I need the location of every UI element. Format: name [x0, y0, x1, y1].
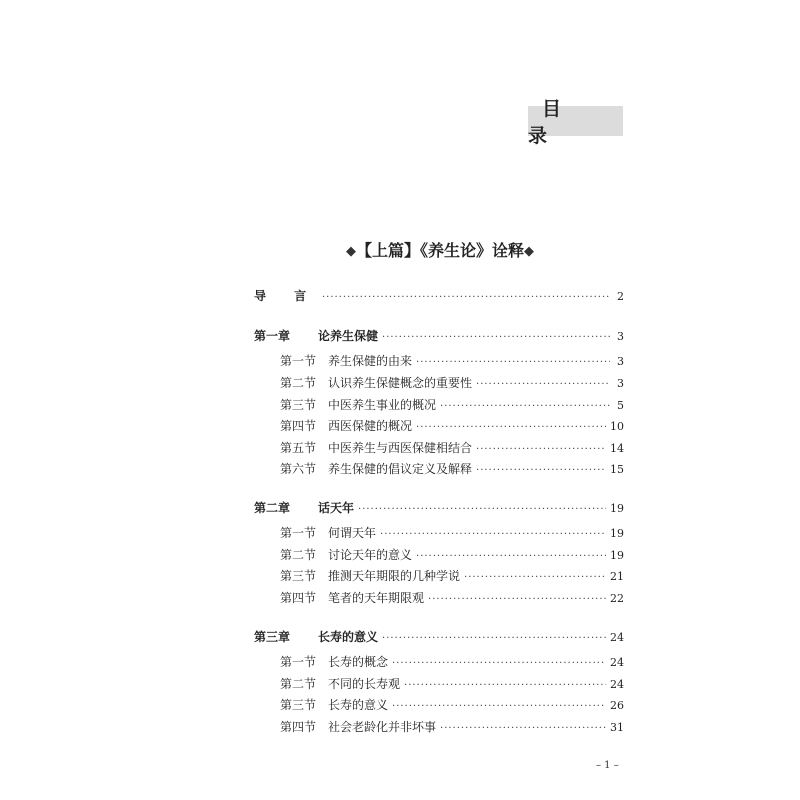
toc-entry-section[interactable]	[280, 417, 624, 434]
toc-entry-section[interactable]	[280, 524, 624, 541]
section-title: 笔者的天年期限观	[328, 591, 425, 605]
leader-dots	[440, 723, 606, 734]
footer-page-number: – 1 –	[596, 760, 619, 771]
leader-dots	[464, 572, 606, 583]
diamond-icon: ◆	[345, 244, 356, 259]
section-title: 长寿的概念	[328, 655, 389, 669]
section-title: 认识养生保健概念的重要性	[328, 376, 473, 390]
section-number: 第四节	[280, 720, 317, 734]
leader-dots	[428, 594, 606, 605]
page-number: 15	[610, 463, 624, 476]
page-number: 21	[610, 570, 624, 583]
leader-dots	[416, 422, 606, 433]
section-title: 何谓天年	[328, 526, 377, 540]
section-title: 中医养生事业的概况	[328, 398, 437, 412]
chapter-title: 论养生保健	[318, 329, 379, 343]
leader-dots	[404, 680, 606, 691]
section-title: 推测天年期限的几种学说	[328, 569, 461, 583]
leader-dots	[382, 332, 610, 343]
section-number: 第二节	[280, 677, 317, 691]
page-number: 24	[610, 631, 624, 644]
leader-dots	[476, 379, 610, 390]
toc-entry-preface[interactable]	[254, 287, 624, 304]
part-heading-text: 【上篇】《养生论》诠释	[355, 241, 524, 260]
section-title: 养生保健的由来	[328, 354, 413, 368]
preface-label: 导 言	[254, 289, 319, 303]
leader-dots	[322, 292, 610, 303]
toc-entry-section[interactable]	[280, 546, 624, 563]
section-title: 讨论天年的意义	[328, 548, 413, 562]
page-number: 31	[610, 721, 624, 734]
leader-dots	[392, 701, 606, 712]
page-number: 19	[610, 527, 624, 540]
toc-title: 目 录	[528, 106, 623, 136]
toc-entry-section[interactable]	[280, 653, 624, 670]
page-number: 3	[617, 377, 624, 390]
toc-entry-chapter[interactable]	[254, 327, 624, 344]
section-number: 第五节	[280, 441, 317, 455]
leader-dots	[416, 357, 610, 368]
section-number: 第四节	[280, 419, 317, 433]
section-number: 第四节	[280, 591, 317, 605]
page-number: 24	[610, 678, 624, 691]
chapter-number: 第一章	[254, 329, 291, 343]
leader-dots	[392, 658, 606, 669]
chapter-number: 第二章	[254, 501, 291, 515]
leader-dots	[416, 551, 606, 562]
section-title: 长寿的意义	[328, 698, 389, 712]
toc-entry-section[interactable]	[280, 718, 624, 735]
section-title: 不同的长寿观	[328, 677, 401, 691]
chapter-title: 话天年	[318, 501, 355, 515]
section-number: 第三节	[280, 569, 317, 583]
leader-dots	[380, 529, 606, 540]
toc-entry-section[interactable]	[280, 352, 624, 369]
section-title: 养生保健的倡议定义及解释	[328, 462, 473, 476]
leader-dots	[476, 444, 606, 455]
page-number: 10	[610, 420, 624, 433]
page-number: 14	[610, 442, 624, 455]
toc-entry-section[interactable]	[280, 374, 624, 391]
section-title: 中医养生与西医保健相结合	[328, 441, 473, 455]
diamond-icon: ◆	[524, 244, 534, 259]
part-heading	[0, 238, 800, 261]
page-number: 24	[610, 656, 624, 669]
section-title: 西医保健的概况	[328, 419, 413, 433]
leader-dots	[382, 633, 606, 644]
page-number: 5	[617, 399, 624, 412]
leader-dots	[358, 504, 606, 515]
section-number: 第一节	[280, 354, 317, 368]
page-number: 3	[617, 355, 624, 368]
section-number: 第一节	[280, 655, 317, 669]
page-number: 26	[610, 699, 624, 712]
toc-entry-section[interactable]	[280, 460, 624, 477]
toc-entry-chapter[interactable]	[254, 499, 624, 516]
toc-entry-section[interactable]	[280, 696, 624, 713]
toc-entry-section[interactable]	[280, 589, 624, 606]
section-title: 社会老龄化并非坏事	[328, 720, 437, 734]
page-number: 19	[610, 549, 624, 562]
toc-entry-section[interactable]	[280, 396, 624, 413]
page-number: 19	[610, 502, 624, 515]
chapter-title: 长寿的意义	[318, 630, 379, 644]
section-number: 第二节	[280, 376, 317, 390]
toc-entry-section[interactable]	[280, 567, 624, 584]
chapter-number: 第三章	[254, 630, 291, 644]
page-number: 3	[617, 330, 624, 343]
section-number: 第三节	[280, 698, 317, 712]
toc-entry-section[interactable]	[280, 675, 624, 692]
section-number: 第一节	[280, 526, 317, 540]
section-number: 第三节	[280, 398, 317, 412]
page-number: 2	[617, 290, 624, 303]
toc-entry-section[interactable]	[280, 439, 624, 456]
section-number: 第六节	[280, 462, 317, 476]
leader-dots	[476, 465, 606, 476]
section-number: 第二节	[280, 548, 317, 562]
page-number: 22	[610, 592, 624, 605]
leader-dots	[440, 401, 610, 412]
toc-entry-chapter[interactable]	[254, 628, 624, 645]
